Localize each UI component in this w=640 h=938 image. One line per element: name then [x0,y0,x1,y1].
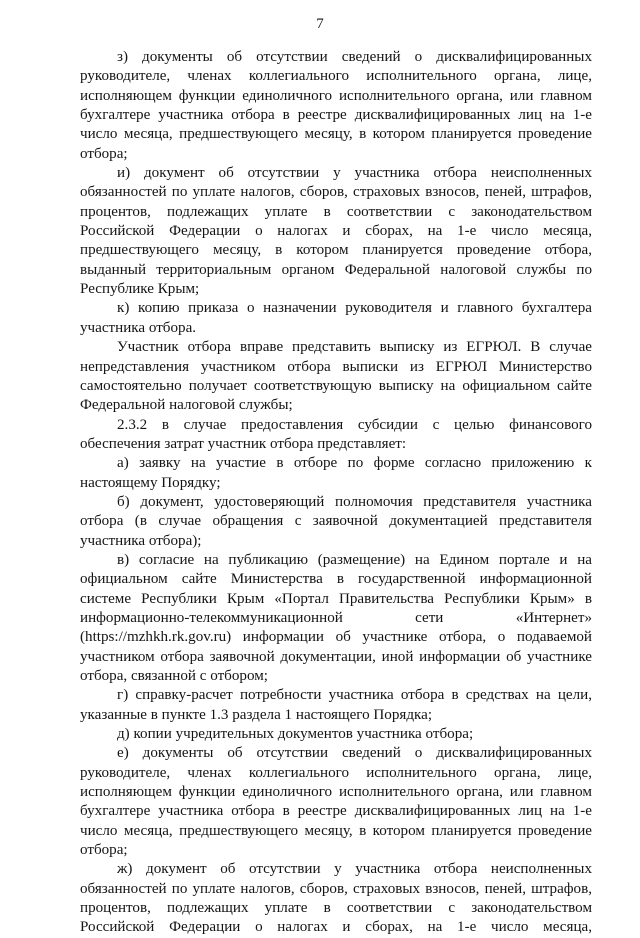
paragraph-a: а) заявку на участие в отборе по форме согласно приложению к настоящему Порядку; [80,455,592,491]
paragraph-zh: ж) документ об отсутствии у участника отбора неисполненных обязанностей по уплате налогов, сборов, страховых взносов, пеней, штрафов, процентов, подлежащих уплате в соответствии с законодательством Российской Федерации о налогах и сборах, на 1-е число месяца, [80,861,592,936]
paragraph-g: г) справку-расчет потребности участника отбора в средствах на цели, указанные в пункте 1.3 раздела 1 настоящего Порядка; [80,687,592,723]
paragraph-k: к) копию приказа о назначении руководителя и главного бухгалтера участника отбора. [80,300,592,336]
paragraph-z: з) документы об отсутствии сведений о дисквалифицированных руководителе, членах коллегиального исполнительного органа, лице, исполняющем функции единоличного исполнительного органа, или главном бухгалтере участника отбора в реестре дисквалифицированных лиц на 1-е число месяца, предшествующего месяцу, в котором планируется проведение отбора; [80,49,592,162]
paragraph-egrul: Участник отбора вправе представить выписку из ЕГРЮЛ. В случае непредставления участником отбора выписки из ЕГРЮЛ Министерство самостоятельно получает соответствующую выписку на официальном сайте Федеральной налоговой службы; [80,339,592,414]
paragraph-i: и) документ об отсутствии у участника отбора неисполненных обязанностей по уплате налогов, сборов, страховых взносов, пеней, штрафов, процентов, подлежащих уплате в соответствии с законодательством Российской Федерации о налогах и сборах, на 1-е число месяца, предшествующего месяцу, в котором планируется проведение отбора, выданный территориальным органом Федеральной налоговой службы по Республике Крым; [80,165,592,298]
document-body [80,48,592,938]
paragraph-e: е) документы об отсутствии сведений о дисквалифицированных руководителе, членах коллегиального исполнительного органа, лице, исполняющем функции единоличного исполнительного органа, или главном бухгалтере участника отбора в реестре дисквалифицированных лиц на 1-е число месяца, предшествующего месяцу, в котором планируется проведение отбора; [80,745,592,859]
paragraph-b: б) документ, удостоверяющий полномочия представителя участника отбора (в случае обращения с заявочной документацией представителя участника отбора); [80,493,592,549]
paragraph-v: в) согласие на публикацию (размещение) на Едином портале и на официальном сайте Министерства в государственной информационной системе Республики Крым «Портал Правительства Республики Крым» в информационно-телекоммуникационной сети «Интернет» (https://mzhkh.rk.gov.ru) информации об участнике отбора, о подаваемой участником отбора заявочной документации, иной информации об участнике отбора, связанной с отбором; [80,551,592,684]
page-number: 7 [316,16,324,32]
paragraph-d: д) копии учредительных документов участника отбора; [117,726,474,743]
paragraph-2-3-2: 2.3.2 в случае предоставления субсидии с целью финансового обеспечения затрат участник отбора представляет: [80,416,592,452]
